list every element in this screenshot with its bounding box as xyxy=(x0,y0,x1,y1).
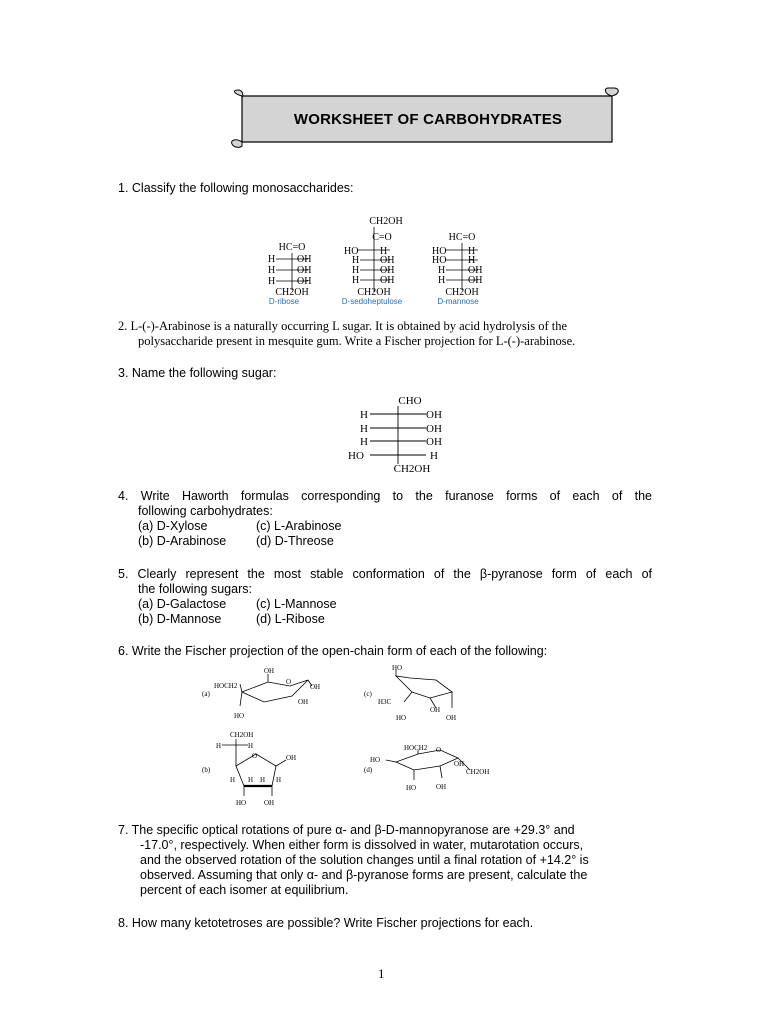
svg-text:HC=O: HC=O xyxy=(448,232,476,243)
svg-text:HOCH2: HOCH2 xyxy=(214,682,238,690)
svg-text:OH: OH xyxy=(286,754,297,762)
svg-text:HO: HO xyxy=(432,246,447,257)
svg-text:HO: HO xyxy=(234,712,245,720)
svg-text:(c): (c) xyxy=(364,690,372,698)
svg-text:HO: HO xyxy=(348,450,364,462)
svg-text:HC=O: HC=O xyxy=(278,242,306,253)
q4-option-b: (b) D-Arabinose xyxy=(138,534,227,548)
question-6-text: 6. Write the Fischer projection of the open-chain form of each of the following: xyxy=(118,644,548,658)
svg-text:D-sedoheptulose: D-sedoheptulose xyxy=(341,297,403,306)
svg-text:OH: OH xyxy=(380,265,395,276)
svg-text:OH: OH xyxy=(468,275,483,286)
svg-text:H: H xyxy=(268,254,276,265)
question-3-text: 3. Name the following sugar: xyxy=(118,366,277,380)
q5-option-c: (c) L-Mannose xyxy=(256,597,337,611)
svg-text:H: H xyxy=(248,776,254,784)
svg-text:OH: OH xyxy=(426,423,442,435)
svg-text:CH2OH: CH2OH xyxy=(466,768,490,776)
svg-text:OH: OH xyxy=(436,783,447,791)
svg-text:OH: OH xyxy=(298,698,309,706)
svg-text:CH2OH: CH2OH xyxy=(275,287,309,298)
q5-option-b: (b) D-Mannose xyxy=(138,612,222,626)
title-banner xyxy=(228,86,620,150)
svg-text:(b): (b) xyxy=(202,766,211,774)
question-7-line-1: 7. The specific optical rotations of pure α- and β-D-mannopyranose are +29.3° and xyxy=(118,823,575,837)
svg-text:CHO: CHO xyxy=(398,395,422,407)
svg-text:H: H xyxy=(352,265,360,276)
question-7-line-2: -17.0°, respectively. When either form is dissolved in water, mutarotation occurs, xyxy=(140,838,584,852)
svg-text:HO: HO xyxy=(236,799,247,807)
svg-text:H: H xyxy=(360,423,368,435)
svg-text:O: O xyxy=(436,746,442,754)
svg-text:H: H xyxy=(230,776,236,784)
svg-text:D-mannose: D-mannose xyxy=(437,297,479,306)
q5-option-d: (d) L-Ribose xyxy=(256,612,325,626)
svg-text:H: H xyxy=(276,776,282,784)
page-number: 1 xyxy=(378,966,385,981)
svg-text:HO: HO xyxy=(406,784,417,792)
svg-text:H: H xyxy=(352,255,360,266)
svg-text:H: H xyxy=(380,246,388,257)
page-title: WORKSHEET OF CARBOHYDRATES xyxy=(293,111,563,128)
q5-option-a: (a) D-Galactose xyxy=(138,597,227,611)
svg-text:H: H xyxy=(360,436,368,448)
q4-option-a: (a) D-Xylose xyxy=(138,519,208,533)
svg-text:H: H xyxy=(468,255,476,266)
d-mannose-structure xyxy=(432,232,482,306)
d-ribose-structure xyxy=(268,242,311,306)
svg-text:D-ribose: D-ribose xyxy=(268,297,300,306)
svg-text:(d): (d) xyxy=(364,766,373,774)
svg-text:H: H xyxy=(248,742,254,750)
q6-structure-a xyxy=(202,667,320,720)
svg-text:OH: OH xyxy=(380,275,395,286)
svg-text:CH2OH: CH2OH xyxy=(445,287,479,298)
question-7-line-4: observed. Assuming that only α- and β-pyranose forms are present, calculate the xyxy=(140,868,588,882)
question-4 xyxy=(118,489,652,549)
svg-text:HO: HO xyxy=(370,756,381,764)
svg-text:OH: OH xyxy=(264,667,275,675)
svg-text:HO: HO xyxy=(344,246,359,257)
svg-text:OH: OH xyxy=(297,254,312,265)
svg-text:H: H xyxy=(468,246,476,257)
svg-text:H: H xyxy=(260,776,266,784)
question-5-line-1: 5. Clearly represent the most stable conformation of the β-pyranose form of each of xyxy=(118,567,652,581)
question-2-line-2: polysaccharide present in mesquite gum. Write a Fischer projection for L-(-)-arabinose. xyxy=(138,334,576,348)
question-5 xyxy=(118,567,652,627)
question-2 xyxy=(118,319,658,349)
svg-text:H: H xyxy=(438,265,446,276)
question-4-line-2: following carbohydrates: xyxy=(138,504,273,518)
question-5-line-2: the following sugars: xyxy=(138,582,252,596)
d-sedoheptulose-structure xyxy=(342,216,403,306)
question-8-text: 8. How many ketotetroses are possible? Write Fischer projections for each. xyxy=(118,916,534,930)
svg-text:H: H xyxy=(438,275,446,286)
svg-text:H3C: H3C xyxy=(378,698,392,706)
svg-text:OH: OH xyxy=(264,799,275,807)
svg-text:HO: HO xyxy=(432,255,447,266)
svg-text:OH: OH xyxy=(454,760,465,768)
svg-text:OH: OH xyxy=(310,683,321,691)
q6-structure-d xyxy=(364,744,489,792)
svg-text:OH: OH xyxy=(430,706,441,714)
q4-option-d: (d) D-Threose xyxy=(256,534,334,548)
svg-text:OH: OH xyxy=(297,265,312,276)
svg-text:CH2OH: CH2OH xyxy=(357,287,391,298)
q1-structures xyxy=(262,210,502,310)
svg-text:CH2OH: CH2OH xyxy=(230,731,254,739)
svg-text:O: O xyxy=(286,678,292,686)
svg-text:OH: OH xyxy=(446,714,457,722)
svg-text:(a): (a) xyxy=(202,690,210,698)
q3-fischer-projection xyxy=(340,392,460,476)
q6-structures xyxy=(200,662,510,812)
svg-text:H: H xyxy=(268,265,276,276)
svg-text:CH2OH: CH2OH xyxy=(369,216,403,227)
question-2-line-1: 2. L-(-)-Arabinose is a naturally occurring L sugar. It is obtained by acid hydrolysis of the xyxy=(118,319,568,333)
svg-text:OH: OH xyxy=(297,276,312,287)
svg-text:H: H xyxy=(430,450,438,462)
question-1-text: 1. Classify the following monosaccharides: xyxy=(118,181,354,195)
q6-structure-c xyxy=(364,664,456,722)
svg-text:H: H xyxy=(352,275,360,286)
svg-text:H: H xyxy=(216,742,222,750)
question-7-line-3: and the observed rotation of the solution changes until a final rotation of +14.2° is xyxy=(140,853,589,867)
svg-text:HOCH2: HOCH2 xyxy=(404,744,428,752)
svg-text:OH: OH xyxy=(426,436,442,448)
svg-text:OH: OH xyxy=(468,265,483,276)
svg-text:OH: OH xyxy=(426,409,442,421)
svg-text:C=O: C=O xyxy=(372,232,392,243)
q6-structure-b xyxy=(202,731,296,807)
svg-text:HO: HO xyxy=(396,714,407,722)
svg-text:CH2OH: CH2OH xyxy=(393,463,431,475)
question-4-line-1: 4. Write Haworth formulas corresponding to the furanose forms of each of the xyxy=(118,489,652,503)
svg-text:HO: HO xyxy=(392,664,403,672)
question-7 xyxy=(118,823,652,898)
question-7-line-5: percent of each isomer at equilibrium. xyxy=(140,883,349,897)
svg-text:H: H xyxy=(268,276,276,287)
q4-option-c: (c) L-Arabinose xyxy=(256,519,342,533)
svg-text:OH: OH xyxy=(380,255,395,266)
svg-text:H: H xyxy=(360,409,368,421)
svg-text:O: O xyxy=(252,752,258,760)
